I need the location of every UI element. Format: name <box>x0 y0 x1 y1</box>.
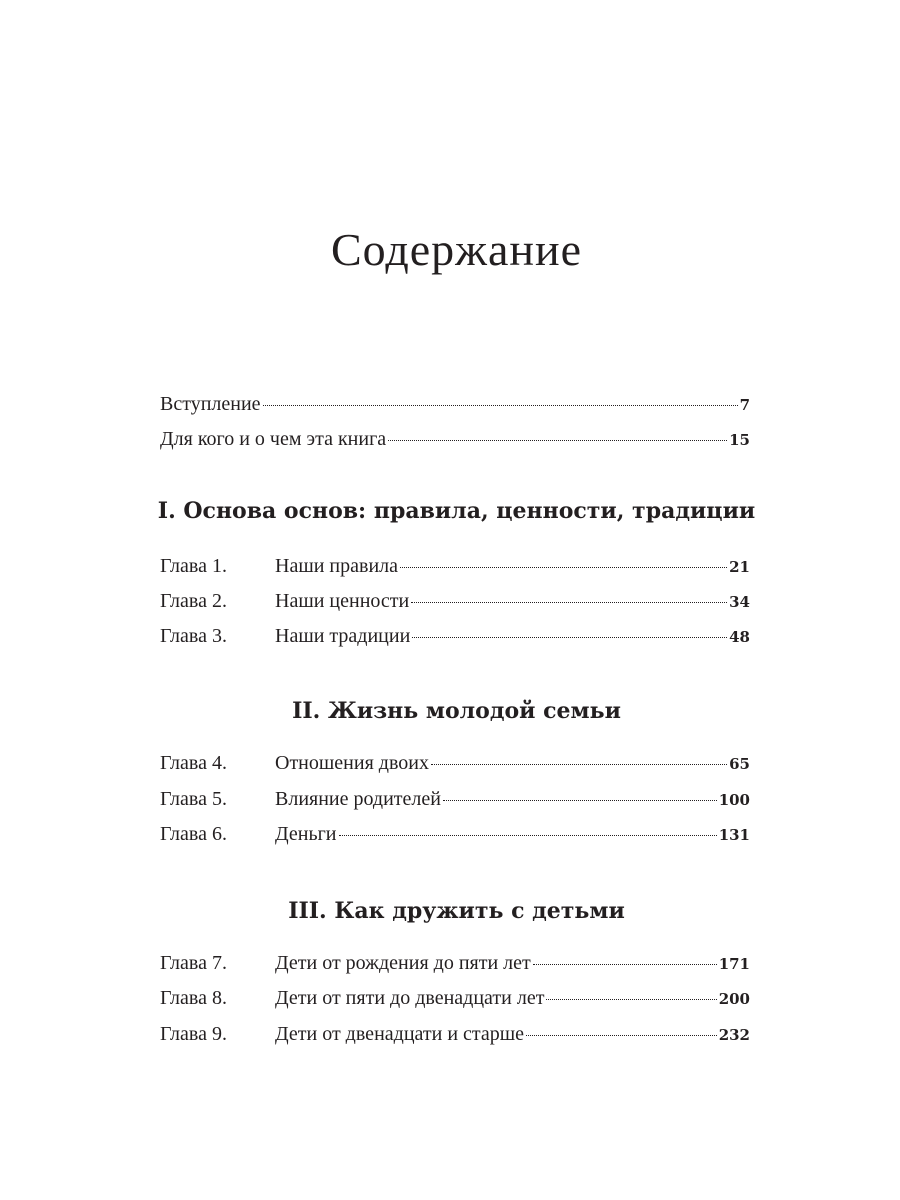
dot-leader <box>388 440 727 441</box>
dot-leader <box>400 567 727 568</box>
chapter-number: Глава 5. <box>160 788 227 810</box>
toc-entry-title: Дети от рождения до пяти лет <box>275 952 531 974</box>
toc-page-number: 48 <box>729 628 750 646</box>
toc-page-number: 171 <box>718 955 750 973</box>
dot-leader <box>412 637 727 638</box>
toc-entry-title: Наши ценности <box>275 590 410 612</box>
dot-leader <box>526 1035 717 1036</box>
chapter-number: Глава 3. <box>160 625 227 647</box>
dot-leader <box>431 764 727 765</box>
toc-entry-title: Вступление <box>160 393 261 415</box>
chapter-number: Глава 1. <box>160 555 227 577</box>
dot-leader <box>533 964 717 965</box>
dot-leader <box>546 999 716 1000</box>
toc-page-number: 100 <box>718 791 750 809</box>
toc-entry-for-whom[interactable] <box>160 428 750 458</box>
toc-page-number: 232 <box>718 1026 750 1044</box>
toc-page-number: 7 <box>739 396 750 414</box>
toc-entry-chapter-7[interactable] <box>160 952 750 982</box>
toc-entry-chapter-3[interactable] <box>160 625 750 655</box>
section-heading-1: I. Основа основ: правила, ценности, традиции <box>157 498 756 524</box>
toc-page-number: 21 <box>729 558 750 576</box>
toc-page-number: 200 <box>718 990 750 1008</box>
chapter-number: Глава 9. <box>160 1023 227 1045</box>
toc-entry-title: Наши правила <box>275 555 399 577</box>
chapter-number: Глава 2. <box>160 590 227 612</box>
toc-entry-chapter-5[interactable] <box>160 788 750 818</box>
toc-entry-chapter-1[interactable] <box>160 555 750 585</box>
toc-entry-title: Наши традиции <box>275 625 411 647</box>
dot-leader <box>443 800 717 801</box>
dot-leader <box>339 835 717 836</box>
toc-entry-title: Отношения двоих <box>275 752 429 774</box>
toc-entry-chapter-4[interactable] <box>160 752 750 782</box>
dot-leader <box>263 405 738 406</box>
toc-entry-title: Дети от двенадцати и старше <box>275 1023 525 1045</box>
chapter-number: Глава 7. <box>160 952 227 974</box>
toc-entry-chapter-2[interactable] <box>160 590 750 620</box>
toc-entry-title: Влияние родителей <box>275 788 441 810</box>
toc-entry-title: Для кого и о чем эта книга <box>160 428 387 450</box>
chapter-number: Глава 6. <box>160 823 227 845</box>
chapter-number: Глава 4. <box>160 752 227 774</box>
toc-page-number: 34 <box>729 593 750 611</box>
toc-entry-chapter-9[interactable] <box>160 1023 750 1053</box>
toc-entry-chapter-6[interactable] <box>160 823 750 853</box>
page-title: Содержание <box>330 223 583 275</box>
toc-entry-title: Деньги <box>275 823 337 845</box>
section-heading-2: II. Жизнь молодой семьи <box>292 698 621 724</box>
toc-entry-title: Дети от пяти до двенадцати лет <box>275 987 545 1009</box>
dot-leader <box>411 602 727 603</box>
section-heading-3: III. Как дружить с детьми <box>288 898 625 924</box>
toc-entry-chapter-8[interactable] <box>160 987 750 1017</box>
toc-page-number: 15 <box>729 431 750 449</box>
toc-entry-intro[interactable] <box>160 393 750 423</box>
chapter-number: Глава 8. <box>160 987 227 1009</box>
toc-page-number: 131 <box>718 826 750 844</box>
toc-page-number: 65 <box>729 755 750 773</box>
